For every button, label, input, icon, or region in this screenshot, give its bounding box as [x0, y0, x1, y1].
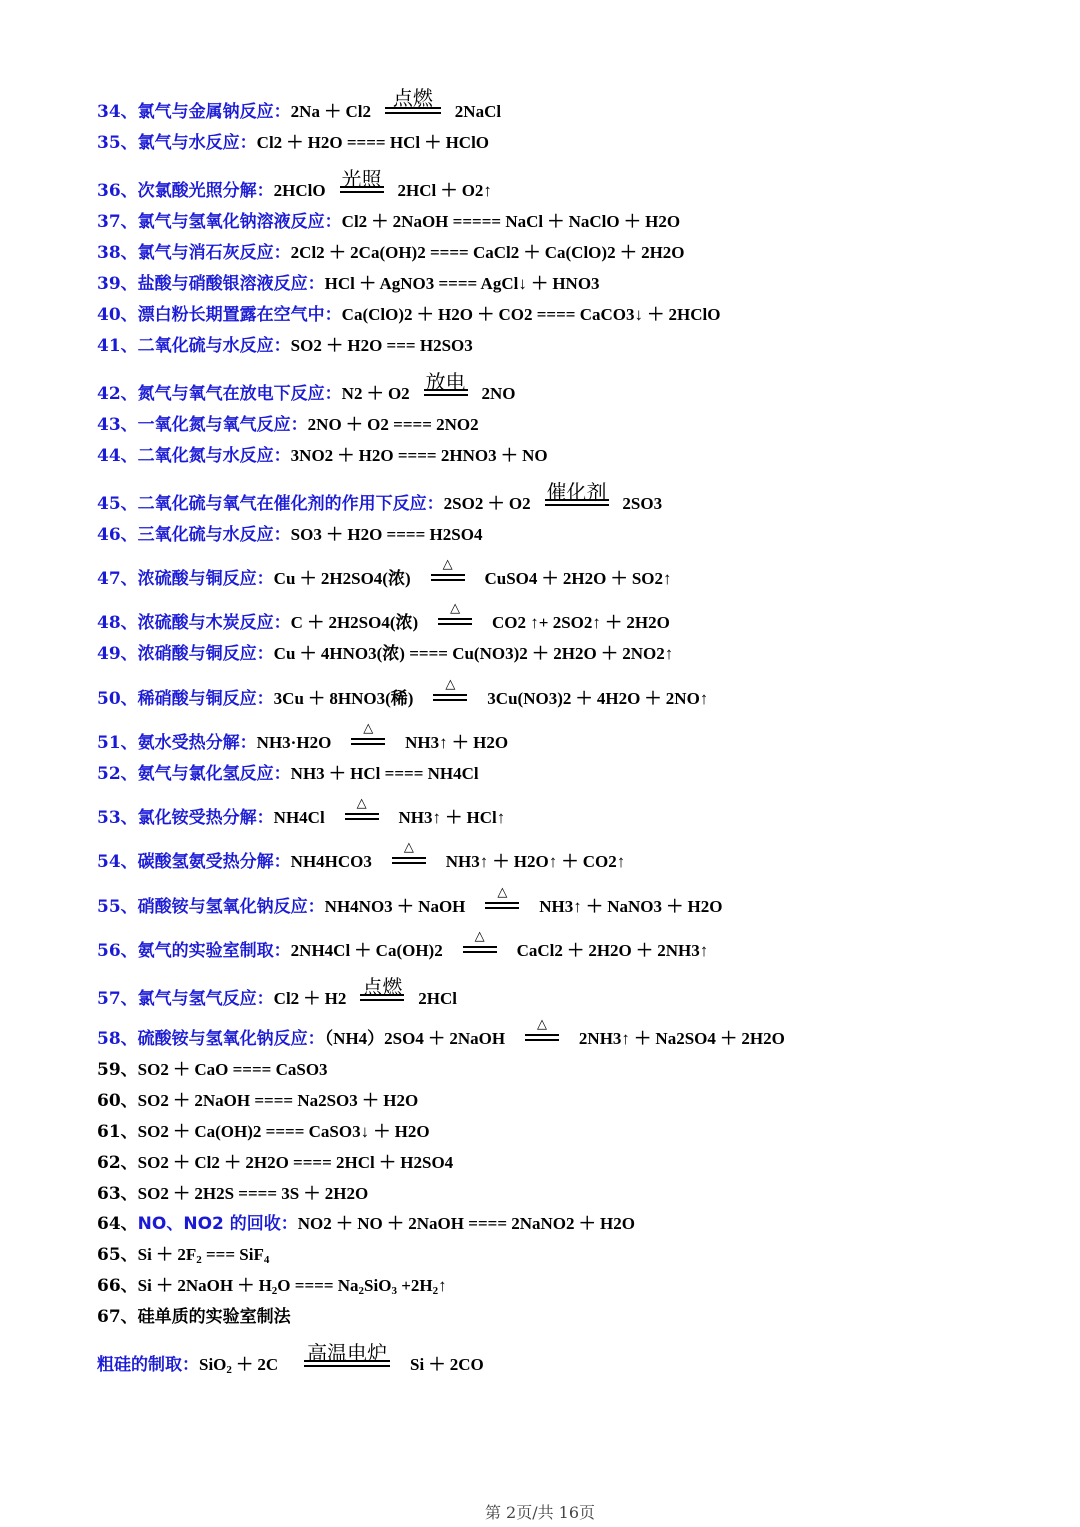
equation-number: 54、	[97, 852, 138, 872]
equation-65	[97, 1244, 269, 1271]
equation-text: SO2 ＋ Cl2 ＋ 2H2O ==== 2HCl ＋ H2SO4	[137, 1153, 454, 1172]
equation-number: 64、	[97, 1214, 138, 1234]
equation-64	[97, 1213, 635, 1235]
equation-number: 57、	[97, 989, 138, 1009]
condition-text: 放电	[425, 370, 466, 394]
equation-label: 盐酸与硝酸银溶液反应：	[137, 274, 325, 294]
reaction-condition-arrow	[424, 370, 468, 405]
equation-text: Si ＋ 2NaOH ＋ $H_2O$ ==== $Na_2SiO_3$ $+2H_2↑$	[137, 1276, 447, 1297]
equation-lhs: NH4Cl	[273, 808, 325, 827]
equation-rhs: NH3↑ ＋ H2O	[405, 733, 509, 752]
reaction-condition-arrow	[392, 840, 426, 873]
equation-label: 氨气的实验室制取：	[137, 941, 291, 961]
equation-number: 59、	[97, 1060, 138, 1080]
equation-number: 35、	[97, 133, 138, 153]
equation-number: 34、	[97, 102, 138, 122]
equation-56	[97, 929, 709, 962]
equation-38	[97, 242, 685, 264]
equation-60	[97, 1090, 418, 1112]
equation-text: Ca(ClO)2 ＋ H2O ＋ CO2 ==== CaCO3↓ ＋ 2HClO	[341, 305, 721, 324]
equation-label: 稀硝酸与铜反应：	[137, 689, 274, 709]
equation-number: 50、	[97, 689, 138, 709]
equation-crude-silicon	[97, 1341, 484, 1381]
reaction-condition-arrow	[345, 796, 379, 829]
equation-label: 浓硫酸与木炭反应：	[137, 613, 291, 633]
equation-label: 氯气与氢氧化钠溶液反应：	[137, 212, 342, 232]
equation-label: 粗硅的制取：	[97, 1355, 199, 1375]
equation-52	[97, 763, 479, 785]
equation-rhs: NH3↑ ＋ H2O↑ ＋ CO2↑	[445, 852, 626, 871]
equation-label: 氯气与水反应：	[137, 133, 257, 153]
equation-rhs: 3Cu(NO3)2 ＋ 4H2O ＋ 2NO↑	[487, 689, 709, 708]
equation-number: 47、	[97, 569, 138, 589]
equation-46	[97, 524, 482, 546]
equation-62	[97, 1152, 453, 1174]
equation-label: 浓硝酸与铜反应：	[137, 644, 274, 664]
equation-67	[97, 1306, 291, 1328]
equation-lhs: （NH4）2SO4 ＋ 2NaOH	[324, 1029, 506, 1048]
reaction-condition-arrow	[385, 86, 441, 123]
reaction-condition-arrow	[525, 1017, 559, 1050]
equation-rhs: CaCl2 ＋ 2H2O ＋ 2NH3↑	[516, 941, 709, 960]
equation-rhs: CO2 ↑+ 2SO2↑ ＋ 2H2O	[492, 613, 670, 632]
equation-rhs: 2NO	[481, 384, 516, 403]
equation-34	[97, 86, 502, 123]
equation-text: 2Cl2 ＋ 2Ca(OH)2 ==== CaCl2 ＋ Ca(ClO)2 ＋ 2H2O	[290, 243, 685, 262]
equation-text: SO2 ＋ Ca(OH)2 ==== CaSO3↓ ＋ H2O	[137, 1122, 430, 1141]
equation-label: 氨水受热分解：	[137, 733, 257, 753]
equation-58	[97, 1017, 785, 1050]
equation-number: 37、	[97, 212, 138, 232]
equation-text: NO2 ＋ NO ＋ 2NaOH ==== 2NaNO2 ＋ H2O	[297, 1214, 635, 1233]
equation-number: 41、	[97, 336, 138, 356]
equation-number: 55、	[97, 897, 138, 917]
equation-rhs: 2HCl	[418, 989, 457, 1008]
equation-number: 67、	[97, 1307, 138, 1327]
equation-lhs: NH4NO3 ＋ NaOH	[324, 897, 466, 916]
equation-rhs: 2NH3↑ ＋ Na2SO4 ＋ 2H2O	[578, 1029, 785, 1048]
equation-label: 硫酸铵与氢氧化钠反应：	[137, 1029, 325, 1049]
equation-number: 62、	[97, 1153, 138, 1173]
equation-lhs: N2 ＋ O2	[341, 384, 410, 403]
heat-triangle-icon: △	[356, 796, 367, 811]
reaction-condition-arrow	[545, 480, 609, 515]
reaction-condition-arrow	[340, 167, 384, 202]
equation-label: 氯化铵受热分解：	[137, 808, 274, 828]
equation-number: 36、	[97, 181, 138, 201]
equation-lhs: NH4HCO3	[290, 852, 372, 871]
heat-triangle-icon: △	[474, 929, 485, 944]
equation-number: 40、	[97, 305, 138, 325]
equation-label: 氯气与金属钠反应：	[137, 102, 291, 122]
equation-text: Cl2 ＋ 2NaOH ===== NaCl ＋ NaClO ＋ H2O	[341, 212, 681, 231]
equation-label: 硝酸铵与氢氧化钠反应：	[137, 897, 325, 917]
equation-35	[97, 132, 489, 154]
equation-number: 56、	[97, 941, 138, 961]
equation-number: 61、	[97, 1122, 138, 1142]
reaction-condition-arrow	[463, 929, 497, 962]
equation-number: 58、	[97, 1029, 138, 1049]
equation-number: 51、	[97, 733, 138, 753]
equation-label: 氯气与氢气反应：	[137, 989, 274, 1009]
equation-number: 38、	[97, 243, 138, 263]
equation-lhs: 2SO2 ＋ O2	[443, 494, 531, 513]
equation-rhs: NH3↑ ＋ HCl↑	[398, 808, 506, 827]
equation-number: 46、	[97, 525, 138, 545]
equation-label: 二氧化氮与水反应：	[137, 446, 291, 466]
equation-label: 三氧化硫与水反应：	[137, 525, 291, 545]
equation-text: 3NO2 ＋ H2O ==== 2HNO3 ＋ NO	[290, 446, 548, 465]
equation-number: 60、	[97, 1091, 138, 1111]
equation-lhs: SiO$_2$ ＋ 2C	[199, 1355, 279, 1376]
heat-triangle-icon: △	[450, 601, 461, 616]
equation-lhs: C ＋ 2H2SO4(浓)	[290, 613, 419, 632]
equation-label: 二氧化硫与水反应：	[137, 336, 291, 356]
equation-label: 漂白粉长期置露在空气中：	[137, 305, 342, 325]
equation-label: 氮气与氧气在放电下反应：	[137, 384, 342, 404]
equation-37	[97, 211, 680, 233]
equation-41	[97, 335, 473, 357]
equation-59	[97, 1059, 328, 1081]
equation-54	[97, 840, 626, 873]
equation-44	[97, 445, 548, 467]
equation-text: HCl ＋ AgNO3 ==== AgCl↓ ＋ HNO3	[324, 274, 600, 293]
section-heading: 硅单质的实验室制法	[137, 1307, 291, 1327]
equation-lhs: Cl2 ＋ H2	[273, 989, 347, 1008]
equation-text: NH3 ＋ HCl ==== NH4Cl	[290, 764, 479, 783]
equation-lhs: NH3·H2O	[256, 733, 332, 752]
equation-number: 44、	[97, 446, 138, 466]
reaction-condition-arrow	[433, 677, 467, 710]
reaction-condition-arrow	[351, 721, 385, 754]
heat-triangle-icon: △	[537, 1017, 547, 1032]
equation-48	[97, 601, 670, 634]
equation-number: 39、	[97, 274, 138, 294]
equation-label: NO、NO2 的回收：	[137, 1214, 298, 1234]
equation-lhs: 2NH4Cl ＋ Ca(OH)2	[290, 941, 443, 960]
equation-61	[97, 1121, 430, 1143]
equation-text: SO2 ＋ 2H2S ==== 3S ＋ 2H2O	[137, 1184, 369, 1203]
condition-text: 光照	[341, 167, 382, 191]
equation-label: 浓硫酸与铜反应：	[137, 569, 274, 589]
equation-lhs: 2HClO	[273, 181, 326, 200]
condition-text: 高温电炉	[307, 1341, 388, 1365]
equation-number: 66、	[97, 1276, 138, 1296]
equation-49	[97, 643, 673, 665]
heat-triangle-icon: △	[363, 721, 374, 736]
reaction-condition-arrow	[438, 601, 472, 634]
reaction-condition-arrow	[304, 1341, 390, 1376]
equation-number: 45、	[97, 494, 138, 514]
equation-lhs: 3Cu ＋ 8HNO3(稀)	[273, 689, 414, 708]
equation-rhs: NH3↑ ＋ NaNO3 ＋ H2O	[539, 897, 723, 916]
heat-triangle-icon: △	[445, 677, 456, 692]
equation-number: 53、	[97, 808, 138, 828]
equation-number: 42、	[97, 384, 138, 404]
page-footer: 第 2页/共 16页	[484, 1503, 596, 1522]
equation-number: 49、	[97, 644, 138, 664]
equation-text: $Si + 2F_2$ === SiF$_4$	[137, 1245, 270, 1266]
equation-label: 氨气与氯化氢反应：	[137, 764, 291, 784]
equation-number: 52、	[97, 764, 138, 784]
equation-47	[97, 557, 672, 590]
equation-text: SO2 ＋ 2NaOH ==== Na2SO3 ＋ H2O	[137, 1091, 419, 1110]
equation-text: Cl2 ＋ H2O ==== HCl ＋ HClO	[256, 133, 490, 152]
equation-rhs: 2HCl ＋ O2↑	[397, 181, 492, 200]
equation-text: Cu ＋ 4HNO3(浓) ==== Cu(NO3)2 ＋ 2H2O ＋ 2NO2↑	[273, 644, 674, 663]
equation-text: SO2 ＋ H2O === H2SO3	[290, 336, 473, 355]
equation-label: 二氧化硫与氧气在催化剂的作用下反应：	[137, 494, 444, 514]
equation-51	[97, 721, 509, 754]
equation-number: 63、	[97, 1184, 138, 1204]
equation-53	[97, 796, 506, 829]
reaction-condition-arrow	[360, 975, 404, 1010]
equation-label: 一氧化氮与氧气反应：	[137, 415, 308, 435]
equation-39	[97, 273, 600, 295]
equation-rhs: 2SO3	[622, 494, 663, 513]
equation-rhs: Si ＋ 2CO	[410, 1355, 484, 1374]
equation-text: SO2 ＋ CaO ==== CaSO3	[137, 1060, 328, 1079]
equation-63	[97, 1183, 368, 1205]
equation-text: 2NO ＋ O2 ==== 2NO2	[307, 415, 479, 434]
equation-rhs: CuSO4 ＋ 2H2O ＋ SO2↑	[484, 569, 672, 588]
condition-text: 点燃	[362, 975, 403, 999]
equation-number: 43、	[97, 415, 138, 435]
equation-66	[97, 1275, 447, 1302]
heat-triangle-icon: △	[497, 885, 508, 900]
equation-label: 次氯酸光照分解：	[137, 181, 274, 201]
equation-label: 氯气与消石灰反应：	[137, 243, 291, 263]
equation-number: 48、	[97, 613, 138, 633]
condition-text: 点燃	[392, 86, 433, 110]
heat-triangle-icon: △	[442, 557, 453, 572]
equation-45	[97, 480, 663, 515]
equation-lhs: Cu ＋ 2H2SO4(浓)	[273, 569, 411, 588]
equation-55	[97, 885, 723, 918]
equation-43	[97, 414, 479, 436]
equation-50	[97, 677, 709, 710]
equation-36	[97, 167, 492, 202]
condition-text: 催化剂	[546, 480, 607, 504]
equation-number: 65、	[97, 1245, 138, 1265]
reaction-condition-arrow	[485, 885, 519, 918]
equation-text: SO3 ＋ H2O ==== H2SO4	[290, 525, 483, 544]
equation-57	[97, 975, 457, 1010]
equation-40	[97, 304, 720, 326]
equation-42	[97, 370, 516, 405]
equation-label: 碳酸氢氨受热分解：	[137, 852, 291, 872]
reaction-condition-arrow	[431, 557, 465, 590]
equation-lhs: 2Na ＋ Cl2	[290, 102, 371, 121]
heat-triangle-icon: △	[403, 840, 414, 855]
equation-rhs: 2NaCl	[454, 102, 502, 121]
